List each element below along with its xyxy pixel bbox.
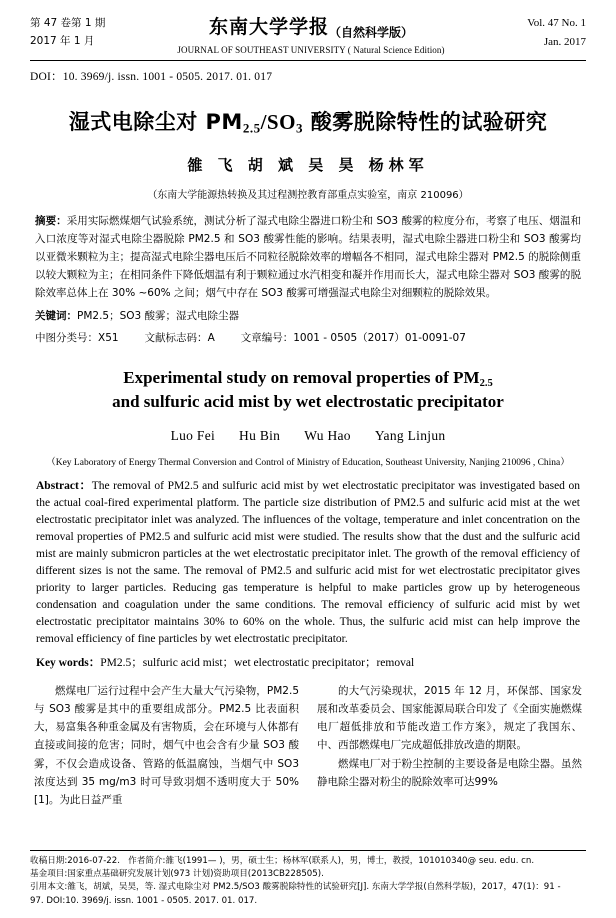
author-en-1: Luo Fei bbox=[170, 428, 216, 444]
classification-line bbox=[30, 330, 586, 345]
affiliation-cn: （东南大学能源热转换及其过程测控教育部重点实验室，南京 210096） bbox=[147, 190, 469, 201]
article-value: 1001 - 0505（2017）01-0091-07 bbox=[293, 332, 466, 345]
abstract-en-label: Abstract： bbox=[36, 480, 92, 493]
footer-citation-cont bbox=[30, 895, 586, 908]
volume-issue-line1: 第 47 卷第 1 期 bbox=[30, 17, 106, 29]
volume-number-block bbox=[482, 14, 586, 53]
affiliation-en: （Key Laboratory of Energy Thermal Conversion and Control of Ministry of Education, Southeast University, Nanjing 210096 , China） bbox=[46, 458, 570, 469]
article-id bbox=[241, 330, 466, 345]
journal-title-cn-main: 东南大学学报 bbox=[208, 16, 329, 38]
body-right-paragraph-1: 的大气污染现状，2015 年 12 月，环保部、国家发展和改革委员会、国家能源局联合印发了《全面实施燃煤电厂超低排放和节能改造工作方案》，规定了我国东、中、西部燃煤电厂完成超低排放改造的期限。 bbox=[317, 684, 582, 752]
class-label: 中图分类号： bbox=[35, 332, 98, 345]
footer-citation bbox=[30, 881, 586, 894]
body-column-left bbox=[34, 682, 299, 810]
page-footer bbox=[30, 850, 586, 908]
author-en-4: Yang Linjun bbox=[374, 428, 446, 444]
doc-label: 文献标志码： bbox=[144, 332, 208, 345]
fund-label: 基金项目: bbox=[30, 869, 68, 880]
keywords-cn-text: PM2.5；SO3 酸雾；湿式电除尘器 bbox=[77, 310, 240, 323]
keywords-en-label: Key words： bbox=[36, 656, 101, 669]
doi-line: DOI：10. 3969/j. issn. 1001 - 0505. 2017. 01. 017 bbox=[30, 71, 273, 84]
journal-title-en: JOURNAL OF SOUTHEAST UNIVERSITY ( Natural Science Edition) bbox=[177, 45, 445, 56]
title-cn-part3: 酸雾脱除特性的试验研究 bbox=[302, 110, 548, 135]
footer-received-and-author bbox=[30, 855, 586, 868]
issue-date-en: Jan. 2017 bbox=[543, 36, 586, 49]
abstract-cn-label: 摘要： bbox=[35, 215, 67, 227]
title-cn-part2: /SO bbox=[260, 110, 296, 135]
journal-title-block bbox=[140, 12, 482, 55]
cite-line1: 雒飞，胡斌，吴昊，等. 湿式电除尘对 PM2.5/SO3 酸雾脱除特性的试验研究[J]. 东南大学学报(自然科学版)，2017，47(1)：91 - bbox=[67, 882, 561, 893]
footer-fund bbox=[30, 868, 586, 881]
author-bio: 雒飞(1991— )，男，硕士生；杨林军(联系人)，男，博士，教授，101010340@ seu. edu. cn. bbox=[165, 855, 535, 866]
authors-en bbox=[30, 428, 586, 444]
title-cn-sub1: 2.5 bbox=[242, 121, 261, 136]
volume-issue-line2: 2017 年 1 月 bbox=[30, 35, 95, 48]
doc-value: A bbox=[207, 332, 215, 345]
doc-code bbox=[145, 330, 215, 345]
title-en-line2: and sulfuric acid mist by wet electrostatic precipitator bbox=[112, 392, 504, 412]
author-label: 作者简介: bbox=[128, 855, 166, 866]
received-label: 收稿日期: bbox=[30, 855, 68, 866]
body-left-paragraph: 燃煤电厂运行过程中会产生大量大气污染物，PM2.5 与 SO3 酸雾是其中的重要组成部分。PM2.5 比表面积大，易富集各种重金属及有害物质，会在环境与人体都有直接或间接的危害；同时，烟气中也会含有少量 SO3 酸雾，不仅会造成设备、管路的低温腐蚀，当烟气中 SO3 浓度达到 35 mg/m3 时可导致羽烟不透明度大于 50% [1]。为此日益严重 bbox=[34, 684, 299, 807]
keywords-cn-label: 关键词： bbox=[35, 310, 77, 323]
received-date: 2016-07-22. bbox=[67, 855, 120, 866]
abstract-cn bbox=[30, 212, 586, 302]
abstract-en-text: The removal of PM2.5 and sulfuric acid mist by wet electrostatic precipitator was investigated based on the actual coal-fired experimental platform. The particle size distribution of PM2.5 and sulfuric acid mist at the wet electrostatic precipitator inlet was analyzed. The influences of the voltage, temperature and inlet concentration on the removal properties of PM2.5 and sulfuric acid mist were studied. The results show that the dust and the sulfuric acid mist are mainly submicron particles at the wet electrostatic precipitator inlet. The growth of the removal efficiency of different sizes is not the same. The removal of PM2.5 and sulfuric acid mist for wet electrostatic precipitator gives priority to larger particles. Reducing gas temperature is helpful to make particles grow up by heterogeneous condensation and coagulation under the same conditions. The removal efficiency of sulfuric acid mist by wet electrostatic precipitator maintains 30% to 60% on the whole. Thus, the sulfuric acid mist can help improve the removal efficiency of fine particles by wet electrostatic precipitator. bbox=[36, 480, 580, 646]
title-en-line1 bbox=[30, 367, 586, 391]
title-en-sub: 2.5 bbox=[479, 378, 493, 390]
body-columns bbox=[30, 682, 586, 810]
abstract-en bbox=[30, 478, 586, 648]
keywords-en-text: PM2.5；sulfuric acid mist；wet electrostatic precipitator；removal bbox=[100, 656, 415, 669]
vol-no: Vol. 47 No. 1 bbox=[527, 17, 586, 29]
cite-line2: 97. DOI:10. 3969/j. issn. 1001 - 0505. 2017. 01. 017. bbox=[30, 895, 258, 906]
footer-divider bbox=[30, 850, 586, 851]
class-value: X51 bbox=[98, 332, 119, 345]
author-en-3: Wu Hao bbox=[304, 428, 351, 444]
body-right-paragraph-2: 燃煤电厂对于粉尘控制的主要设备是电除尘器。虽然静电除尘器对粉尘的脱除效率可达99% bbox=[317, 757, 582, 788]
cite-label: 引用本文: bbox=[30, 882, 68, 893]
authors-cn: 雒 飞 胡 斌 吴 昊 杨林军 bbox=[187, 156, 429, 174]
page-title-en bbox=[30, 367, 586, 414]
fund-text: 国家重点基础研究发展计划(973 计划)资助项目(2013CB228505). bbox=[67, 869, 324, 880]
title-cn-part1: 湿式电除尘对 PM bbox=[68, 110, 243, 135]
body-column-right bbox=[317, 682, 582, 810]
class-number bbox=[35, 330, 119, 345]
masthead-divider bbox=[30, 60, 586, 61]
article-label: 文章编号： bbox=[240, 332, 294, 345]
keywords-cn bbox=[30, 308, 586, 323]
title-cn-sub2: 3 bbox=[295, 121, 303, 136]
keywords-en bbox=[30, 654, 586, 670]
masthead bbox=[30, 10, 586, 55]
journal-title-cn-sub: （自然科学版） bbox=[329, 25, 414, 40]
volume-issue-block bbox=[30, 14, 140, 51]
author-en-2: Hu Bin bbox=[239, 428, 281, 444]
journal-title-cn bbox=[140, 12, 482, 40]
page-title-cn bbox=[30, 106, 586, 137]
abstract-cn-text: 采用实际燃煤烟气试验系统，测试分析了湿式电除尘器进口粉尘和 SO3 酸雾的粒度分布，考察了电压、烟温和入口浓度等对湿式电除尘器脱除 PM2.5 和 SO3 酸雾性能的影响。结果表明，湿式电除尘器进口粉尘和 SO3 酸雾均以亚微米颗粒为主；提高湿式电除尘器电压后不同粒径脱除效率的增幅各不相同，湿式电除尘器对 PM2.5 的脱除侧重以较大颗粒为主；在相同条件下降低烟温有利于颗粒通过水汽相变和凝并作用而长大，湿式电除尘器对 SO3 酸雾的脱除效率总体上在 30% ~60% 之间；烟气中存在 SO3 酸雾可增强湿式电除尘对细颗粒的脱除效果。 bbox=[35, 215, 581, 300]
title-en-line1-text: Experimental study on removal properties of PM bbox=[123, 368, 480, 388]
